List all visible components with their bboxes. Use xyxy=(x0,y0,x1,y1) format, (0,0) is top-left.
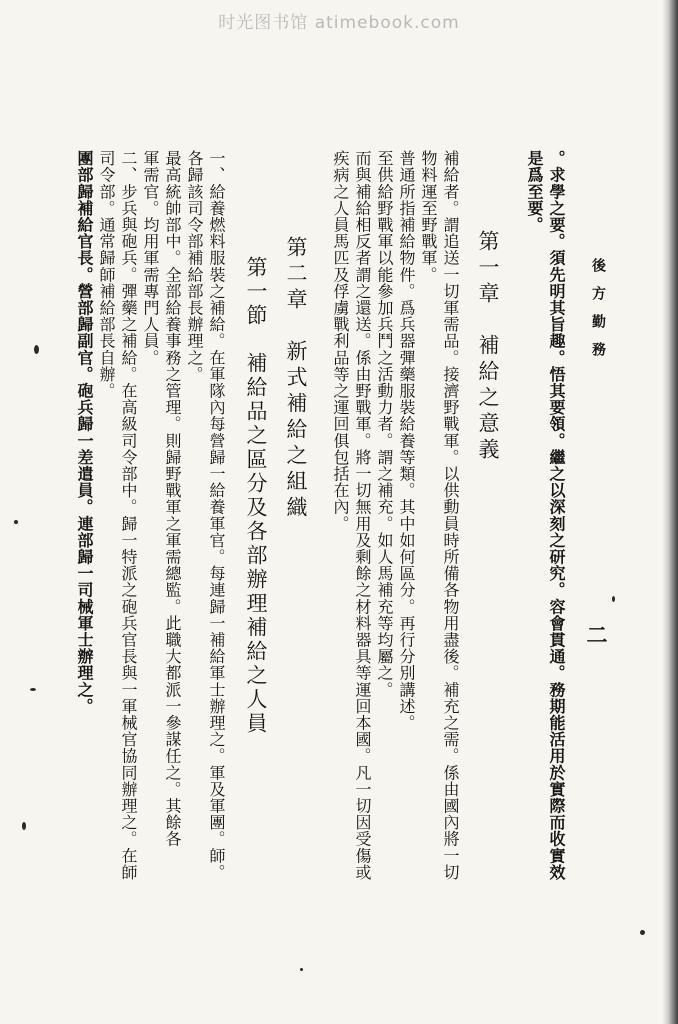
chapter-1-heading: 第一章 補給之意義 xyxy=(476,230,500,464)
text-column-10: 各歸該司令部補給部長辦理之。 xyxy=(185,150,204,383)
scan-speck xyxy=(22,822,26,830)
text-column-8: 疾病之人員馬匹及俘虜戰利品等之運回俱包括在內。 xyxy=(331,150,350,532)
text-column-13: 二、步兵與砲兵。彈藥之補給。在高級司令部中。歸一特派之砲兵官長與一軍械官協同辦理之。在師 xyxy=(119,150,138,881)
text-column-2: 是爲至要。 xyxy=(525,150,544,233)
scan-speck xyxy=(14,520,18,524)
watermark: 时光图书馆 atimebook.com xyxy=(218,13,460,33)
scan-speck xyxy=(612,596,615,602)
section-1-heading: 第一節 補給品之區分及各部辦理補給之人員 xyxy=(244,256,268,736)
page-number: 二 xyxy=(584,624,609,650)
chapter-2-heading: 第二章 新式補給之組織 xyxy=(284,236,308,522)
text-column-3: 補給者。謂追送一切軍需品。接濟野戰軍。以供動員時所備各物用盡後。補充之需。係由國內將一切 xyxy=(441,150,460,881)
text-column-1: 。求學之要。須先明其旨趣。悟其要領。繼之以深刻之研究。容會貫通。務期能活用於實際而收實效 xyxy=(547,150,566,881)
text-column-5: 普通所指補給物件。爲兵器彈藥服裝給養等類。其中如何區分。再行分別講述。 xyxy=(397,150,416,731)
text-column-9: 一、給養燃料服裝之補給。在軍隊內每營歸一給養軍官。每連歸一補給軍士辦理之。軍及軍團。師。 xyxy=(207,150,226,881)
scan-speck xyxy=(30,688,36,691)
text-column-6: 至供給野戰軍以能參加兵鬥之活動力者。謂之補充。如人馬補充等均屬之。 xyxy=(375,150,394,698)
text-column-14: 司令部。通常歸師補給部長自辦。 xyxy=(97,150,116,399)
scan-speck xyxy=(34,345,39,354)
scan-speck xyxy=(300,968,303,971)
text-column-12: 軍需官。均用軍需專門人員。 xyxy=(141,150,160,366)
text-column-15: 團部歸補給官長。營部歸副官。砲兵歸一差遣員。連部歸一司械軍士辦理之。 xyxy=(75,150,94,715)
text-column-4: 物料運至野戰軍。 xyxy=(419,150,438,283)
scan-speck xyxy=(640,930,645,935)
text-column-11: 最高統帥部中。全部給養事務之管理。則歸野戰軍之軍需總監。此職大都派一參謀任之。其餘各 xyxy=(163,150,182,848)
running-header-title: 後方勤務 xyxy=(590,258,606,370)
scan-edge-shadow xyxy=(662,0,678,1024)
text-column-7: 而與補給相反者謂之還送。係由野戰軍。將一切無用及剩餘之材料器具等運回本國。凡一切因受傷或 xyxy=(353,150,372,881)
